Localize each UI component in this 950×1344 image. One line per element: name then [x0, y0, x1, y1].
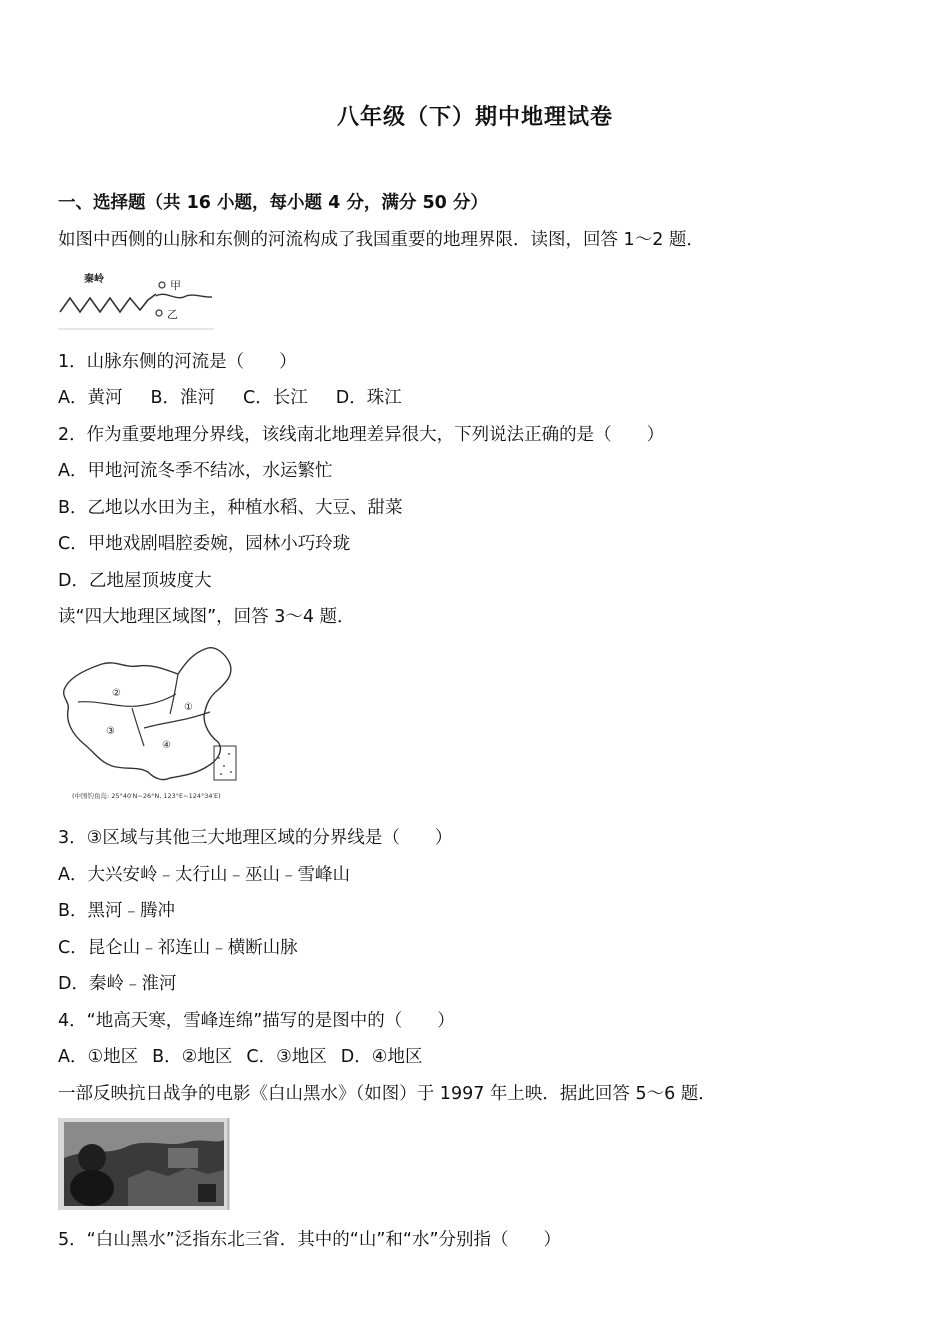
- boundary-north-west: [78, 694, 176, 706]
- point-jia-marker: [159, 282, 165, 288]
- region-2-label: ②: [112, 688, 121, 699]
- region-3-label: ③: [106, 726, 115, 737]
- figure-label-yi: 乙: [167, 308, 178, 321]
- river-line: [156, 294, 212, 297]
- movie-still-photo: [58, 1118, 230, 1210]
- boundary-qinghai-tibet: [132, 708, 144, 746]
- boundary-north-east: [170, 674, 178, 714]
- q4-option-b[interactable]: B．②地区: [152, 1047, 233, 1067]
- question-3-stem: 3．③区域与其他三大地理区域的分界线是（ ）: [58, 828, 453, 848]
- q1-option-a[interactable]: A．黄河: [58, 388, 123, 408]
- q1-option-b[interactable]: B．淮河: [150, 388, 215, 408]
- q1-option-d[interactable]: D．珠江: [335, 388, 402, 408]
- intro-q3-4: 读“四大地理区域图”，回答 3～4 题．: [58, 607, 355, 627]
- q2-option-a[interactable]: A．甲地河流冬季不结冰，水运繁忙: [58, 461, 333, 481]
- point-yi-marker: [156, 310, 162, 316]
- boundary-qinling-huaihe: [144, 712, 210, 728]
- question-4-stem: 4．“地高天寒，雪峰连绵”描写的是图中的（ ）: [58, 1011, 455, 1031]
- region-4-label: ④: [162, 740, 171, 751]
- question-2-stem: 2．作为重要地理分界线，该线南北地理差异很大，下列说法正确的是（ ）: [58, 425, 665, 445]
- china-regions-map-figure: [58, 642, 248, 804]
- figure-label-jia: 甲: [170, 279, 181, 292]
- intro-q5-6: 一部反映抗日战争的电影《白山黑水》（如图）于 1997 年上映．据此回答 5～6 题．: [58, 1084, 716, 1104]
- map-caption: (中国钓鱼岛: 25°40′N~26°N, 123°E~124°34′E): [72, 792, 221, 800]
- south-china-sea-inset: [214, 746, 236, 780]
- q1-option-c[interactable]: C．长江: [243, 388, 308, 408]
- q3-option-c[interactable]: C．昆仑山﹣祁连山﹣横断山脉: [58, 938, 298, 958]
- qinling-sketch-figure: [58, 268, 218, 332]
- q4-option-c[interactable]: C．③地区: [246, 1047, 327, 1067]
- q2-option-d[interactable]: D．乙地屋顶坡度大: [58, 571, 212, 591]
- question-1-options: [58, 386, 402, 410]
- exam-title: 八年级（下）期中地理试卷: [336, 105, 613, 130]
- q4-option-d[interactable]: D．④地区: [340, 1047, 423, 1067]
- q4-option-a[interactable]: A．①地区: [58, 1047, 139, 1067]
- region-1-label: ①: [184, 702, 193, 713]
- q2-option-c[interactable]: C．甲地戏剧唱腔委婉，园林小巧玲珑: [58, 534, 351, 554]
- q3-option-a[interactable]: A．大兴安岭﹣太行山﹣巫山﹣雪峰山: [58, 865, 350, 885]
- q3-option-d[interactable]: D．秦岭﹣淮河: [58, 974, 177, 994]
- q2-option-b[interactable]: B．乙地以水田为主，种植水稻、大豆、甜菜: [58, 498, 403, 518]
- q3-option-b[interactable]: B．黑河﹣腾冲: [58, 901, 176, 921]
- figure-label-qinling: 秦岭: [84, 274, 104, 285]
- question-4-options: [58, 1045, 422, 1069]
- question-5-stem: 5．“白山黑水”泛指东北三省．其中的“山”和“水”分别指（ ）: [58, 1230, 562, 1250]
- mountain-line: [60, 294, 156, 312]
- section-heading: 一、选择题（共 16 小题，每小题 4 分，满分 50 分）: [58, 193, 488, 213]
- question-1-stem: 1．山脉东侧的河流是（ ）: [58, 352, 297, 372]
- intro-q1-2: 如图中西侧的山脉和东侧的河流构成了我国重要的地理界限．读图，回答 1～2 题．: [58, 230, 704, 250]
